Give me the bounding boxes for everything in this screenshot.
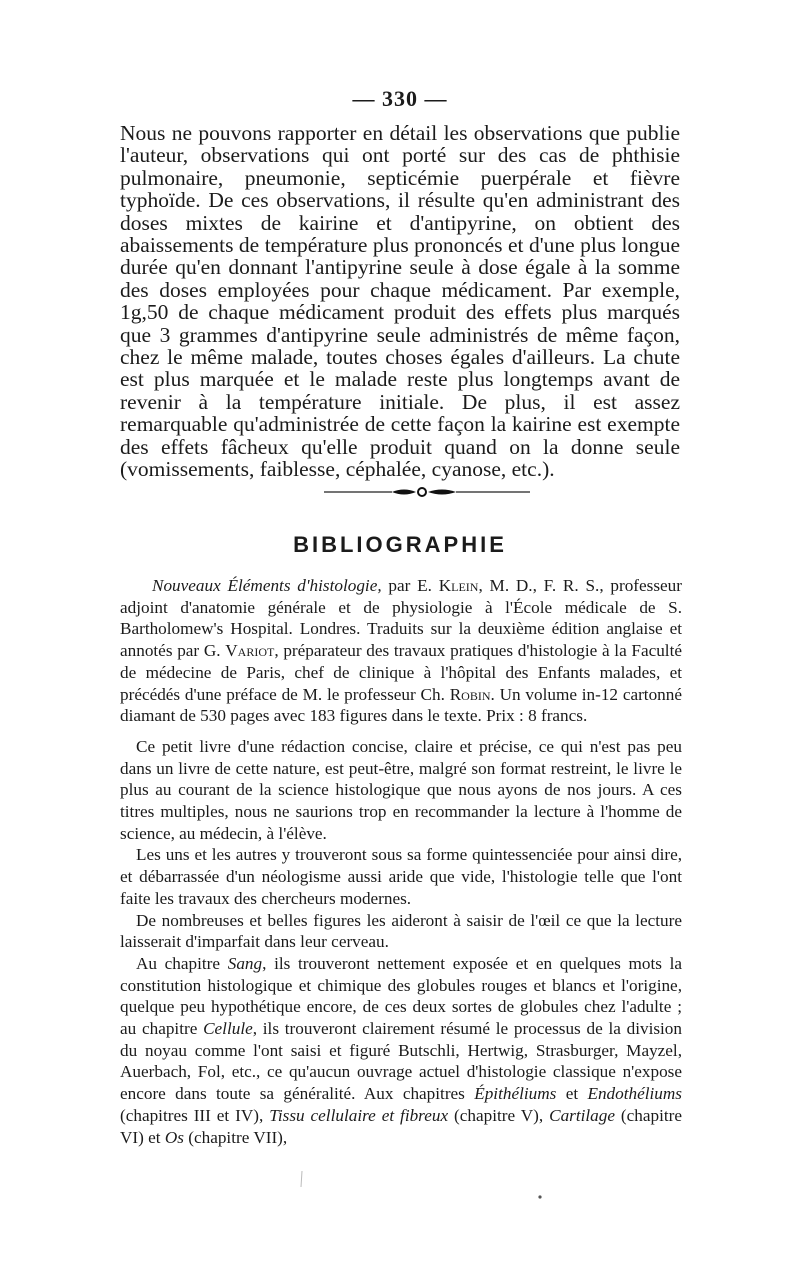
review-text: , ils trouveront clairement résumé le processus de la division du noyau comme l'ont saisi et figuré Butschli, Hertwig, Strasburger, Mayzel, Auerbach, Fol, etc., ce qu'aucun ouvrage actuel d'histologie classique n'expose encore dans toute sa généralité. Aux chapitres (120, 1019, 682, 1104)
review-text: , ils trouveront nettement exposée et en quelques mots la constitution histologique et chimique des globules rouges et blancs et l'origine, quelque peu hypothétique encore, de ces deux sortes de globules chez l'adulte ; au chapitre (120, 953, 682, 1039)
bibliography-section (120, 575, 682, 1148)
review-paragraph: Les uns et les autres y trouveront sous sa forme quintessenciée pour ainsi dire, et débarrassée d'un néologisme aussi aride que vide, l'histologie telle que l'ont faite les travaux des chercheurs modernes. (120, 845, 682, 908)
review-text: (chapitre V), (448, 1105, 550, 1125)
chapter-title: Épithéliums (474, 1084, 557, 1104)
review-text: et (556, 1084, 588, 1104)
page-number: — 330 — (352, 86, 448, 111)
review-text: (chapitre VII), (183, 1127, 288, 1147)
entry-text: . Un volume in-12 cartonné diamant de 530 pages avec 183 figures dans le texte. Prix : 8 francs. (120, 684, 682, 726)
review-paragraph: Ce petit livre d'une rédaction concise, claire et précise, ce qui n'est pas peu dans un livre de cette nature, est peut-être, malgré son format restreint, le livre le plus au courant de la science histologique que nous ayons de nos jours. A ces titres multiples, nous ne saurions trop en recommander la lecture à l'homme de science, au médecin, à l'élève. (120, 736, 682, 843)
author-name: Klein (438, 576, 479, 595)
chapter-title: Cellule (203, 1019, 253, 1039)
section-heading: BIBLIOGRAPHIE (293, 532, 507, 557)
bibliography-entry (120, 575, 682, 727)
ornament-divider (322, 484, 532, 500)
chapter-title: Endothéliums (587, 1084, 682, 1104)
chapter-title: Tissu cellulaire et fibreux (269, 1105, 449, 1125)
review-text: (chapitre VI) et (120, 1105, 683, 1147)
preface-author-name: Robin (449, 684, 491, 704)
entry-text: , préparateur des travaux pratiques d'histologie à la Faculté de médecine de Paris, chef de clinique à l'hôpital des Enfants malades, et précédés d'une préface de M. le professeur Ch. (120, 641, 682, 704)
entry-text: , M. D., F. R. S., professeur adjoint d'anatomie générale et de physiologie à l'École médicale de S. Bartholomew's Hospital. Londres. Traduits sur la deuxième édition anglaise et annotés par G. (120, 576, 682, 661)
chapter-title: Sang (227, 953, 263, 973)
entry-text: par E. (381, 576, 439, 595)
review-paragraph: De nombreuses et belles figures les aideront à saisir de l'œil ce que la lecture laisserait d'imparfait dans leur cerveau. (120, 910, 682, 952)
review-paragraph (120, 953, 682, 1148)
chapter-title: Cartilage (549, 1105, 615, 1125)
review-text: (chapitres III et IV), (120, 1105, 270, 1125)
paper-specks (290, 1165, 560, 1205)
intro-paragraph: Nous ne pouvons rapporter en détail les observations que publie l'auteur, observations qui ont porté sur des cas de phthisie pulmonaire, pneumonie, septicémie puerpérale et fièvre typhoïde. De ces observations, il résulte qu'en administrant des doses mixtes de kairine et d'antipyrine, on obtient des abaissements de température plus prononcés et d'une plus longue durée qu'en donnant l'antipyrine seule à dose égale à la somme des doses employées pour chaque médicament. Par exemple, 1g,50 de chaque médicament produit des effets plus marqués que 3 grammes d'antipyrine seule administrés de même façon, chez le même malade, toutes choses égales d'ailleurs. La chute est plus marquée et le malade reste plus longtemps avant de revenir à la température initiale. De plus, il est assez remarquable qu'administrée de cette façon la kairine est exempte des effets fâcheux qu'elle produit quand on la donne seule (vomissements, faiblesse, céphalée, cyanose, etc.). (120, 121, 680, 482)
book-title: Nouveaux Éléments d'histologie, (152, 576, 382, 595)
chapter-title: Os (164, 1127, 184, 1147)
translator-name: Variot (225, 641, 275, 661)
review-text: Au chapitre (136, 953, 228, 973)
